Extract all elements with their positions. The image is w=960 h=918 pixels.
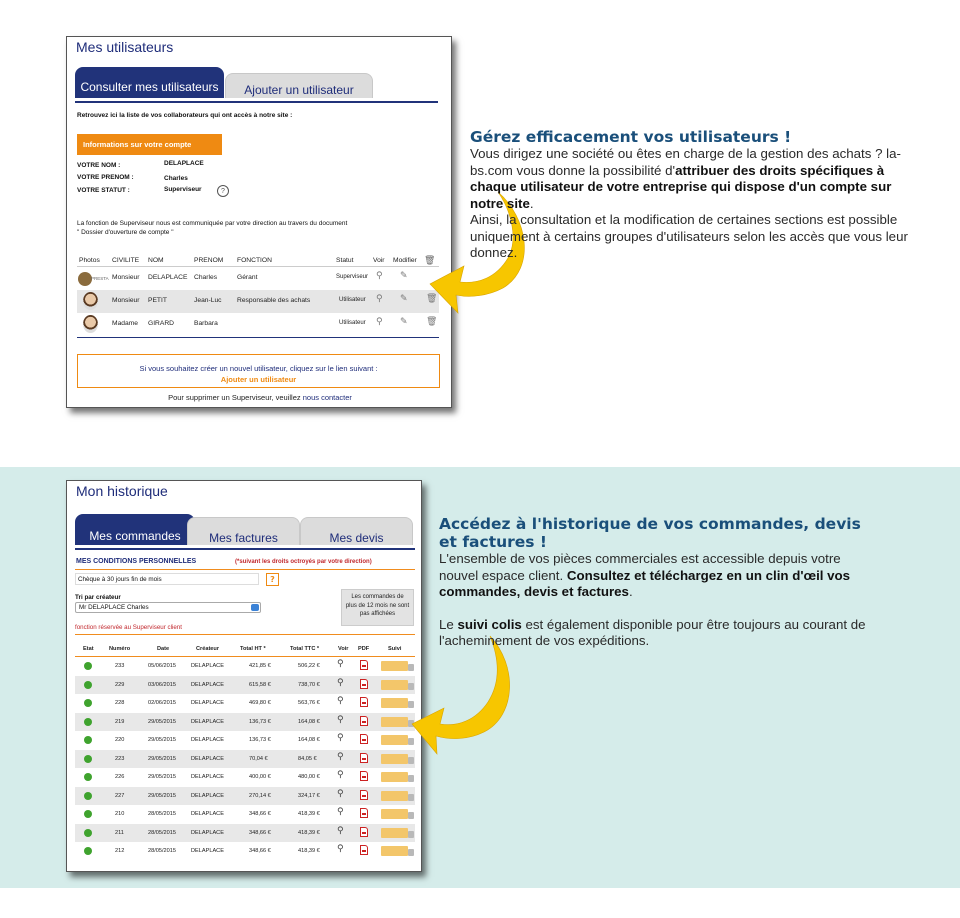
table-row xyxy=(77,290,439,313)
cell-total-ht: 469,80 € xyxy=(249,700,271,706)
cell-total-ht: 615,58 € xyxy=(249,681,271,688)
history-description xyxy=(439,515,879,650)
cell-date: 02/06/2015 xyxy=(148,700,176,706)
table-row xyxy=(75,805,415,824)
cell-total-ttc: 418,39 € xyxy=(298,848,320,854)
cell-numero: 226 xyxy=(115,774,125,780)
col-etat: Etat xyxy=(83,646,94,652)
col-numero: Numéro xyxy=(109,646,131,652)
cell-prenom: Charles xyxy=(194,274,218,281)
cell-createur: DELAPLACE xyxy=(191,774,224,780)
tab-mes-devis[interactable]: Mes devis xyxy=(300,517,413,545)
cell-createur: DELAPLACE xyxy=(191,811,224,817)
chevron-down-icon xyxy=(251,604,259,611)
supervisor-only-note: fonction réservée au Superviseur client xyxy=(75,624,182,631)
cell-prenom: Barbara xyxy=(194,320,218,327)
tab-ajouter-utilisateur[interactable]: Ajouter un utilisateur xyxy=(225,73,373,98)
cell-createur: DELAPLACE xyxy=(191,755,224,762)
supervisor-note-line1: La fonction de Superviseur nous est communiquée par votre direction au travers du document xyxy=(77,220,348,227)
cell-date: 29/05/2015 xyxy=(148,755,176,762)
trash-icon: 🗑 xyxy=(424,255,436,265)
view-icon[interactable]: ⚲ xyxy=(337,844,344,854)
old-orders-note: Les commandes de plus de 12 mois ne sont pas affichées xyxy=(341,589,414,626)
cell-numero: 211 xyxy=(115,829,124,836)
history-screenshot xyxy=(66,480,422,872)
arrow-icon xyxy=(410,632,520,782)
table-row xyxy=(75,824,415,843)
pdf-icon[interactable] xyxy=(360,790,368,800)
edit-icon[interactable]: ✎ xyxy=(400,271,408,281)
cell-total-ht: 136,73 € xyxy=(249,737,271,743)
payment-condition-value: Chèque à 30 jours fin de mois xyxy=(78,576,162,583)
tab-mes-factures[interactable]: Mes factures xyxy=(187,517,300,545)
col-photos: Photos xyxy=(79,257,100,264)
cell-total-ttc: 324,17 € xyxy=(298,792,320,799)
pdf-icon[interactable] xyxy=(360,845,368,855)
cell-numero: 227 xyxy=(115,792,125,799)
users-table-header xyxy=(77,255,439,267)
orders-table-body xyxy=(75,657,415,861)
status-dot xyxy=(84,662,92,670)
view-icon[interactable]: ⚲ xyxy=(337,733,344,743)
table-divider xyxy=(77,337,439,338)
payment-condition-field xyxy=(75,573,259,585)
prenom-label: VOTRE PRENOM : xyxy=(77,174,134,181)
view-icon[interactable]: ⚲ xyxy=(376,317,383,327)
cell-date: 29/05/2015 xyxy=(148,737,176,743)
page-title: Mon historique xyxy=(76,483,168,499)
table-row xyxy=(77,313,439,336)
truck-icon[interactable] xyxy=(381,698,408,708)
cell-date: 28/05/2015 xyxy=(148,829,176,836)
pdf-icon[interactable] xyxy=(360,660,368,670)
status-dot xyxy=(84,755,92,763)
delete-icon[interactable]: 🗑 xyxy=(426,317,438,327)
col-prenom: PRENOM xyxy=(194,257,224,264)
cell-statut: Superviseur xyxy=(336,274,369,280)
table-row xyxy=(75,787,415,806)
cell-numero: 210 xyxy=(115,811,125,817)
pdf-icon[interactable] xyxy=(360,808,368,818)
cell-total-ttc: 563,76 € xyxy=(298,700,320,706)
nom-label: VOTRE NOM : xyxy=(77,162,121,169)
cell-total-ht: 270,14 € xyxy=(249,792,271,799)
filters-divider xyxy=(75,634,415,635)
orders-table xyxy=(75,639,415,861)
statut-value: Superviseur xyxy=(164,186,202,193)
status-dot xyxy=(84,773,92,781)
history-heading: Accédez à l'historique de vos commandes, devis et factures ! xyxy=(439,515,861,551)
truck-icon[interactable] xyxy=(381,680,408,690)
tab-consulter-utilisateurs[interactable]: Consulter mes utilisateurs xyxy=(75,67,224,98)
col-statut: Statut xyxy=(336,257,354,264)
truck-icon[interactable] xyxy=(381,717,408,727)
cell-createur: DELAPLACE xyxy=(191,663,224,669)
cell-total-ttc: 164,08 € xyxy=(298,737,320,743)
creator-select[interactable] xyxy=(75,602,261,613)
view-icon[interactable]: ⚲ xyxy=(337,677,344,688)
footer-text: Pour supprimer un Superviseur, veuillez xyxy=(168,393,301,402)
contact-link[interactable]: nous contacter xyxy=(302,393,352,402)
status-dot xyxy=(84,736,92,744)
cell-total-ht: 400,00 € xyxy=(249,774,271,780)
help-icon[interactable]: ? xyxy=(266,573,279,586)
page-title: Mes utilisateurs xyxy=(76,39,174,55)
col-total-ht: Total HT * xyxy=(240,646,266,652)
create-user-text: Si vous souhaitez créer un nouvel utilisateur, cliquez sur le lien suivant : xyxy=(139,364,378,373)
cell-createur: DELAPLACE xyxy=(191,792,224,799)
col-modifier: Modifier xyxy=(393,257,417,264)
footer-note xyxy=(67,393,452,402)
cell-date: 28/05/2015 xyxy=(148,811,176,817)
cell-total-ht: 348,66 € xyxy=(249,848,271,854)
truck-icon[interactable] xyxy=(381,828,408,838)
cell-createur: DELAPLACE xyxy=(191,718,224,725)
cell-total-ht: 421,85 € xyxy=(249,663,271,669)
status-dot xyxy=(84,681,92,689)
status-dot xyxy=(84,810,92,818)
view-icon[interactable]: ⚲ xyxy=(337,696,344,706)
truck-icon[interactable] xyxy=(381,772,408,782)
view-icon[interactable]: ⚲ xyxy=(337,807,344,817)
cell-createur: DELAPLACE xyxy=(191,700,224,706)
account-info-button[interactable]: Informations sur votre compte xyxy=(77,134,222,155)
view-icon[interactable]: ⚲ xyxy=(376,294,383,304)
user-photo xyxy=(83,315,98,333)
cell-nom: GIRARD xyxy=(148,320,175,327)
status-dot xyxy=(84,829,92,837)
status-dot xyxy=(84,847,92,855)
user-photo xyxy=(83,292,98,310)
cell-date: 29/05/2015 xyxy=(148,774,176,780)
pdf-icon[interactable] xyxy=(360,716,368,726)
cell-date: 29/05/2015 xyxy=(148,718,176,725)
col-voir: Voir xyxy=(338,646,349,652)
creator-select-value: Mr DELAPLACE Charles xyxy=(79,604,149,611)
pdf-icon[interactable] xyxy=(360,679,368,689)
view-icon[interactable]: ⚲ xyxy=(376,271,383,281)
cell-numero: 212 xyxy=(115,848,125,854)
view-icon[interactable]: ⚲ xyxy=(337,751,344,762)
pdf-icon[interactable] xyxy=(360,697,368,707)
table-row xyxy=(75,694,415,713)
table-row xyxy=(75,713,415,732)
table-row xyxy=(77,267,439,290)
company-logo xyxy=(78,272,92,286)
status-dot xyxy=(84,699,92,707)
table-row xyxy=(75,657,415,676)
cell-fonction: Gérant xyxy=(237,274,258,281)
col-civilite: CIVILITE xyxy=(112,257,140,264)
col-fonction: FONCTION xyxy=(237,257,272,264)
cell-createur: DELAPLACE xyxy=(191,829,224,836)
status-dot xyxy=(84,718,92,726)
history-p1-bold: Consultez et téléchargez en un clin d'œil vos commandes, devis et factures xyxy=(439,567,851,599)
cell-total-ttc: 506,22 € xyxy=(298,663,320,669)
col-createur: Créateur xyxy=(196,646,220,652)
history-paragraph-2 xyxy=(439,617,879,650)
users-p1-bold: attribuer des droits spécifiques à chaque utilisateur de votre entreprise qui dispose d'un compte sur notre site xyxy=(470,162,892,211)
cell-total-ttc: 480,00 € xyxy=(298,774,320,780)
pdf-icon[interactable] xyxy=(360,734,368,744)
cell-statut: Utilisateur xyxy=(339,297,366,303)
cell-createur: DELAPLACE xyxy=(191,737,224,743)
conditions-note: (*suivant les droits octroyés par votre direction) xyxy=(235,559,372,565)
sort-label: Tri par créateur xyxy=(75,594,121,601)
create-user-box xyxy=(77,354,440,388)
cell-statut: Utilisateur xyxy=(339,320,366,326)
col-date: Date xyxy=(157,646,170,652)
tab-mes-commandes[interactable]: Mes commandes xyxy=(75,514,195,545)
table-row xyxy=(75,750,415,769)
history-p2-bold: suivi colis xyxy=(457,616,522,632)
users-heading: Gérez efficacement vos utilisateurs ! xyxy=(470,128,792,146)
logo-text: PRESTA xyxy=(91,276,109,281)
cell-numero: 228 xyxy=(115,700,125,706)
truck-icon[interactable] xyxy=(381,735,408,745)
cell-civilite: Monsieur xyxy=(112,274,140,281)
view-icon[interactable]: ⚲ xyxy=(337,825,344,836)
users-paragraph-1 xyxy=(470,146,910,212)
cell-numero: 219 xyxy=(115,718,125,725)
intro-text: Retrouvez ici la liste de vos collaborateurs qui ont accès à notre site : xyxy=(77,112,293,119)
edit-icon[interactable]: ✎ xyxy=(400,317,408,327)
tab-underline xyxy=(75,548,415,550)
cell-total-ttc: 418,39 € xyxy=(298,811,320,817)
users-p1-a: Vous dirigez une société ou êtes en charge de la gestion des achats ? la-bs.com vous donne la possibilité d' xyxy=(470,146,901,178)
col-nom: NOM xyxy=(148,257,164,264)
tab-underline xyxy=(75,101,438,103)
cell-date: 28/05/2015 xyxy=(148,848,176,854)
users-p1-c: . xyxy=(529,195,534,211)
table-row xyxy=(75,768,415,787)
history-p1-a: L'ensemble de vos pièces commerciales est accessible depuis votre nouvel espace client. xyxy=(439,551,841,583)
cell-numero: 233 xyxy=(115,663,125,669)
orders-table-header xyxy=(75,639,415,657)
cell-fonction: Responsable des achats xyxy=(237,297,311,304)
create-user-link[interactable]: Ajouter un utilisateur xyxy=(220,375,297,384)
users-screenshot xyxy=(66,36,452,408)
history-p2-a: Le xyxy=(439,616,458,632)
users-description xyxy=(470,128,910,262)
nom-value: DELAPLACE xyxy=(164,160,204,167)
col-voir: Voir xyxy=(373,257,385,264)
truck-icon[interactable] xyxy=(381,791,408,801)
users-paragraph-2: Ainsi, la consultation et la modification de certaines sections est possible uniquement à certains groupes d'utilisateurs selon les accès que vous leur donnez. xyxy=(470,212,908,260)
col-pdf: PDF xyxy=(358,646,370,652)
truck-icon[interactable] xyxy=(381,661,408,671)
view-icon[interactable]: ⚲ xyxy=(337,770,344,780)
table-row xyxy=(75,676,415,695)
cell-total-ht: 70,04 € xyxy=(249,755,268,762)
truck-icon[interactable] xyxy=(381,754,408,764)
users-table xyxy=(77,255,439,336)
delete-icon[interactable]: 🗑 xyxy=(426,294,438,304)
cell-total-ht: 348,66 € xyxy=(249,811,271,817)
truck-icon[interactable] xyxy=(381,846,408,856)
cell-nom: PETIT xyxy=(148,297,167,304)
view-icon[interactable]: ⚲ xyxy=(337,714,344,725)
prenom-value: Charles xyxy=(164,175,188,182)
status-dot xyxy=(84,792,92,800)
help-icon[interactable]: ? xyxy=(217,185,229,197)
cell-createur: DELAPLACE xyxy=(191,848,224,854)
pdf-icon[interactable] xyxy=(360,827,368,837)
conditions-title: MES CONDITIONS PERSONNELLES xyxy=(76,558,197,565)
col-suivi: Suivi xyxy=(388,646,402,652)
cell-nom: DELAPLACE xyxy=(148,274,188,281)
view-icon[interactable]: ⚲ xyxy=(337,659,344,669)
cell-date: 03/06/2015 xyxy=(148,681,176,688)
table-row xyxy=(75,731,415,750)
edit-icon[interactable]: ✎ xyxy=(400,294,408,304)
statut-label: VOTRE STATUT : xyxy=(77,187,130,194)
history-p1-c: . xyxy=(628,584,633,599)
supervisor-note-line2: " Dossier d'ouverture de compte " xyxy=(77,229,174,236)
col-total-ttc: Total TTC * xyxy=(290,646,320,652)
cell-total-ttc: 164,08 € xyxy=(298,718,320,725)
cell-civilite: Monsieur xyxy=(112,297,140,304)
cell-total-ht: 136,73 € xyxy=(249,718,271,725)
cell-total-ttc: 84,05 € xyxy=(298,755,317,762)
cell-total-ttc: 418,39 € xyxy=(298,829,320,836)
cell-numero: 223 xyxy=(115,755,125,762)
cell-total-ht: 348,66 € xyxy=(249,829,271,836)
cell-civilite: Madame xyxy=(112,320,139,327)
history-p2-c: est également disponible pour être toujours au courant de l'acheminement de vos expéditions. xyxy=(439,616,866,648)
truck-icon[interactable] xyxy=(381,809,408,819)
cell-date: 05/06/2015 xyxy=(148,663,176,669)
cell-total-ttc: 738,70 € xyxy=(298,681,320,688)
cell-date: 29/05/2015 xyxy=(148,792,176,799)
cell-numero: 220 xyxy=(115,737,125,743)
table-row xyxy=(75,842,415,861)
pdf-icon[interactable] xyxy=(360,753,368,763)
cell-createur: DELAPLACE xyxy=(191,681,224,688)
history-paragraph-1 xyxy=(439,551,879,601)
pdf-icon[interactable] xyxy=(360,771,368,781)
cell-numero: 229 xyxy=(115,681,125,688)
cell-prenom: Jean-Luc xyxy=(194,297,222,304)
conditions-divider xyxy=(75,569,415,570)
view-icon[interactable]: ⚲ xyxy=(337,788,344,799)
